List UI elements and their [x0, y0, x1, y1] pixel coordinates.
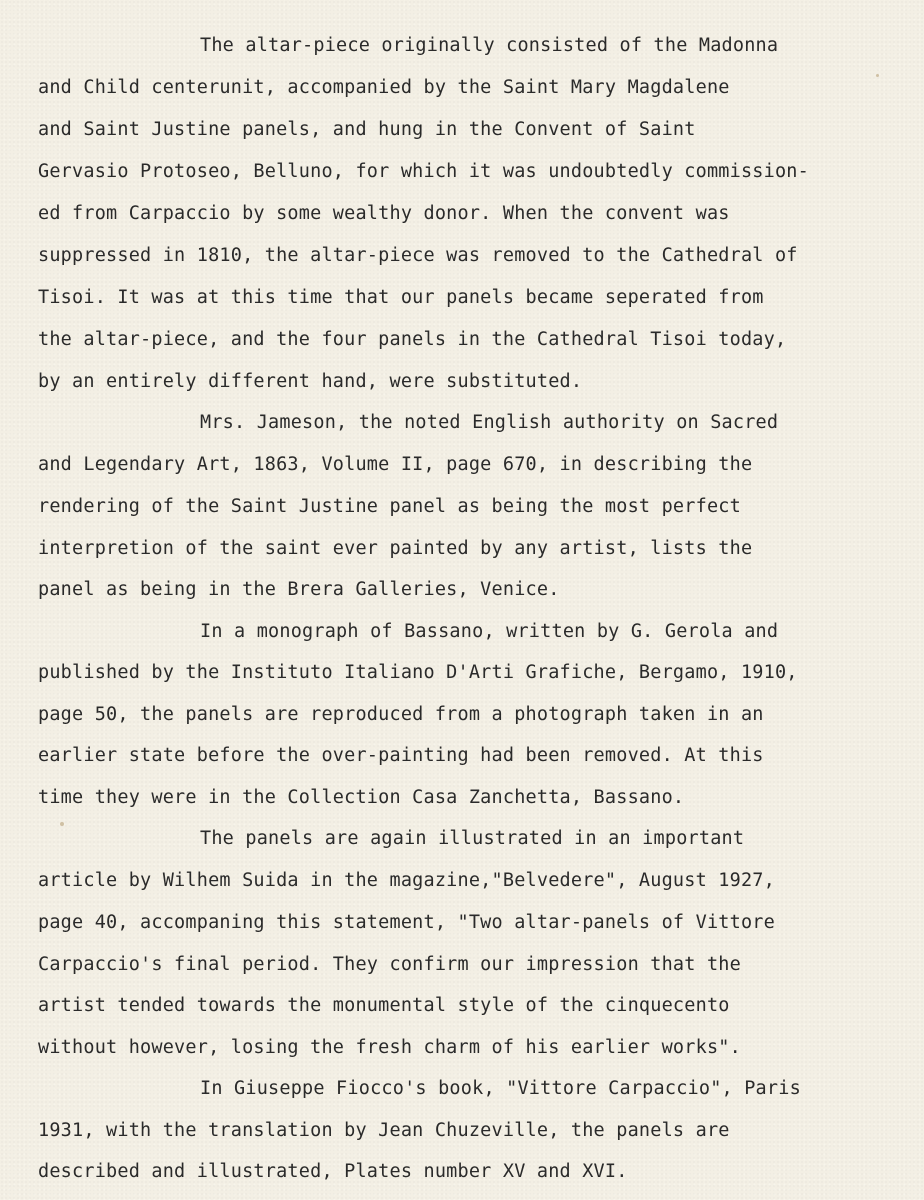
- text-line: and Legendary Art, 1863, Volume II, page 670, in describing the: [38, 454, 753, 475]
- text-line: page 50, the panels are reproduced from a photograph taken in an: [38, 704, 764, 725]
- text-line: interpretion of the saint ever painted by any artist, lists the: [38, 538, 753, 559]
- text-line: ed from Carpaccio by some wealthy donor. When the convent was: [38, 203, 730, 224]
- text-line: earlier state before the over-painting had been removed. At this: [38, 745, 764, 766]
- text-line: page 40, accompaning this statement, "Two altar-panels of Vittore: [38, 912, 775, 933]
- text-line: and Child centerunit, accompanied by the Saint Mary Magdalene: [38, 77, 730, 98]
- text-line: 1931, with the translation by Jean Chuzeville, the panels are: [38, 1120, 730, 1141]
- text-line: time they were in the Collection Casa Zanchetta, Bassano.: [38, 787, 685, 808]
- text-line: panel as being in the Brera Galleries, Venice.: [38, 579, 560, 600]
- text-line: the altar-piece, and the four panels in the Cathedral Tisoi today,: [38, 329, 787, 350]
- text-line: artist tended towards the monumental style of the cinquecento: [38, 995, 730, 1016]
- text-line: Tisoi. It was at this time that our panels became seperated from: [38, 287, 764, 308]
- paper-speck: [876, 74, 879, 77]
- paper-speck: [60, 822, 64, 826]
- text-line: rendering of the Saint Justine panel as being the most perfect: [38, 496, 741, 517]
- text-line: In Giuseppe Fiocco's book, "Vittore Carpaccio", Paris: [200, 1078, 801, 1099]
- text-line: published by the Instituto Italiano D'Arti Grafiche, Bergamo, 1910,: [38, 662, 798, 683]
- text-line: by an entirely different hand, were substituted.: [38, 371, 583, 392]
- text-line: The panels are again illustrated in an important: [200, 828, 745, 849]
- text-line: Mrs. Jameson, the noted English authority on Sacred: [200, 412, 779, 433]
- text-line: Carpaccio's final period. They confirm our impression that the: [38, 954, 741, 975]
- text-line: and Saint Justine panels, and hung in the Convent of Saint: [38, 119, 696, 140]
- text-line: The altar-piece originally consisted of the Madonna: [200, 35, 779, 56]
- text-line: Gervasio Protoseo, Belluno, for which it was undoubtedly commission-: [38, 161, 809, 182]
- text-line: In a monograph of Bassano, written by G. Gerola and: [200, 621, 779, 642]
- text-line: without however, losing the fresh charm of his earlier works".: [38, 1037, 741, 1058]
- text-line: article by Wilhem Suida in the magazine,"Belvedere", August 1927,: [38, 870, 775, 891]
- text-line: suppressed in 1810, the altar-piece was removed to the Cathedral of: [38, 245, 798, 266]
- text-line: described and illustrated, Plates number XV and XVI.: [38, 1161, 628, 1182]
